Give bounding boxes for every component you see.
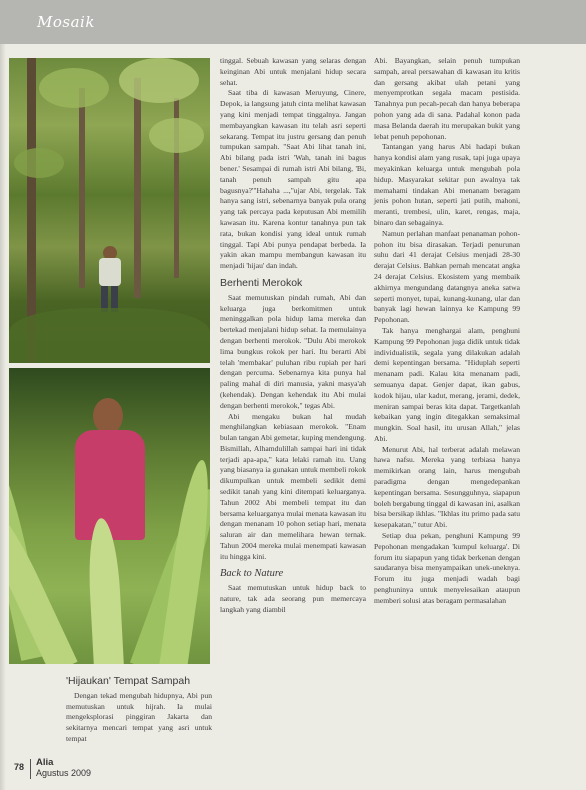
paragraph: Namun perlahan manfaat penanaman pohon-pohon itu bisa dirasakan. Terjadi penurunan suhu dari 41 derajat Celsius menjadi 28-30 derajat Celsius. Bahkan pernah mencatat angka 24 derajat Celsius. Ekosistem yang membaik akhirnya mengundang datangnya aneka satwa seperti monyet, tupai, kunang-kunang, ular dan banyak lagi hewan lainnya ke Kampung 99 Pepohonan. <box>374 228 520 325</box>
paragraph: Abi. Bayangkan, selain penuh tumpukan sampah, areal persawahan di kawasan itu kritis dan gersang akibat ulah petani yang menyemprotkan segala macam pestisida. Tanahnya pun pecah-pecah dan hanya beberapa pohon yang ada di sana. Padahal konon pada masa Belanda daerah itu merupakan bukit yang lebat penuh pepohonan. <box>374 56 520 141</box>
subheading-berhenti-merokok: Berhenti Merokok <box>220 276 303 289</box>
paragraph: Tak hanya menghargai alam, penghuni Kampung 99 Pepohonan juga didik untuk tidak individualistik, segala yang dilakukan adalah demi kepentingan bersama. "Hiduplah seperti menanam padi. Kalau kita menanam padi, semuanya dapat. Genjer dapat, ikan gabus, kodok hijau, ular kadut, merang, jerami, dedek, meniran sampai beras kita dapat. Targetkanlah kebaikan yang ingin ditegakkan semaksimal mungkin. Soal hasil, itu urusan Allah," jelas Abi. <box>374 325 520 443</box>
section-header <box>0 0 586 44</box>
magazine-info <box>36 757 91 778</box>
portrait-photo <box>9 368 210 664</box>
paragraph: Setiap dua pekan, penghuni Kampung 99 Pepohonan mengadakan 'kumpul keluarga'. Di forum itu siapapun yang tidak berkenan dengan saudaranya bisa menyampaikan unek-uneknya. Forum itu juga menjadi wadah bagi penghuninya untuk menyelesaikan ataupun memberi solusi atas beragam permasalahan <box>374 531 520 605</box>
paragraph: tinggal. Sebuah kawasan yang selaras dengan keinginan Abi untuk menjalani hidup secara sehat. <box>220 56 366 87</box>
issue-date: Agustus 2009 <box>36 768 92 778</box>
paragraph: Menurut Abi, hal terberat adalah melawan hawa nafsu. Mereka yang terbiasa hanya memikirkan orang lain, harus mengubah paradigma dengan mengedepankan kepentingan bersama. Sesungguhnya, siapapun boleh bergabung tinggal di kawasan ini, asalkan bisa bersikap ikhlas. "Ikhlas itu primo pada satu kesepakatan," tutur Abi. <box>374 444 521 530</box>
paragraph: Dengan tekad mengubah hidupnya, Abi pun memutuskan untuk hijrah. Ia mulai mengeksplorasi pinggiran Jakarta dan sekitarnya mencari tempat yang asri untuk tempat <box>66 690 212 743</box>
subheading-back-to-nature: Back to Nature <box>220 567 284 579</box>
paragraph: Saat memutuskan untuk hidup back to nature, tak ada seorang pun memercaya langkah yang diambil <box>220 583 366 615</box>
paragraph: Saat memutuskan pindah rumah, Abi dan keluarga juga berkomitmen untuk meninggalkan pola hidup lama mereka dan bertekad menjalani hidup sehat. Ia memulainya dengan berhenti merokok. "Dulu Abi merokok lima bungkus rokok per hari. Itu berarti Abi telah 'membakar' puluhan ribu rupiah per hari dengan percuma. Sebenarnya kita punya hal paling mahal di diri manusia, yakni masya'ah (kehendak). Dengan kehendak itu Abi mulai dengan berhenti merokok," tegas Abi. <box>220 292 366 410</box>
column-1 <box>66 676 212 745</box>
forest-photo <box>9 58 210 363</box>
column-3 <box>374 56 520 607</box>
section-title: Mosaik <box>37 13 95 31</box>
column-2 <box>220 56 366 616</box>
paragraph: Abi mengaku bukan hal mudah menghilangkan kebiasaan merokok. "Enam bulan tangan Abi gemetar, kuping mendengung. Bismillah, Alhamdulillah sampai hari ini tidak terjadi apa-apa," kata lelaki ramah itu. Uang yang biasanya ia gunakan untuk membeli rokok dikumpulkan untuk membeli sedikit demi sedikit tanah yang kini ditempati keluarganya. Tahun 2002 Abi membeli tempat itu dan bersama keluarganya mulai menata kawasan itu dengan menanam 10 pohon setiap hari, menata saluran air dan memelihara hewan ternak. Tahun 2004 mereka mulai menempati kawasan itu hingga kini. <box>220 411 366 561</box>
paragraph: Tantangan yang harus Abi hadapi bukan hanya kondisi alam yang rusak, tapi juga upaya meyakinkan keluarga untuk mengubah pola hidup. Masyarakat sekitar pun awalnya tak memahami tindakan Abi menanam beragam jenis pohon hutan, seperti jati putih, mahoni, meranti, trembesi, ulin, karet, rengas, maja, binaro dan sebagainya. <box>374 142 520 227</box>
page-spine-shadow <box>0 0 6 790</box>
subheading-hijaukan: 'Hijaukan' Tempat Sampah <box>66 675 191 687</box>
paragraph: Saat tiba di kawasan Meruyung, Cinere, Depok, ia langsung jatuh cinta melihat kawasan yang kini menjadi tempat tinggalnya. Jangan membayangkan kawasan itu telah asri seperti sekarang. Tempat itu justru gersang dan penuh tumpukan sampah. "Saat Abi lihat tanah ini, Abi bilang pada istri 'Wah, tanah ini bagus bener.' Sesampai di rumah istri Abi bilang, 'Bi, tanah penuh sampah gitu apa bagusnya?'"Hahaha ...,"ujar Abi, tergelak. Tak hanya sang istri, sebenarnya banyak pula orang yang tak percaya pada keputusan Abi memilih kawasan itu. Karena kontur tanahnya pun tak rata, bukan kondisi yang ideal untuk rumah tinggal. Tapi Abi punya pendapat berbeda. Ia yakin akan mampu membangun kawasan itu menjadi 'hijau' dan indah. <box>220 88 366 271</box>
footer-divider <box>30 759 31 779</box>
magazine-name: Alia <box>36 757 54 768</box>
page-number: 78 <box>14 762 25 772</box>
